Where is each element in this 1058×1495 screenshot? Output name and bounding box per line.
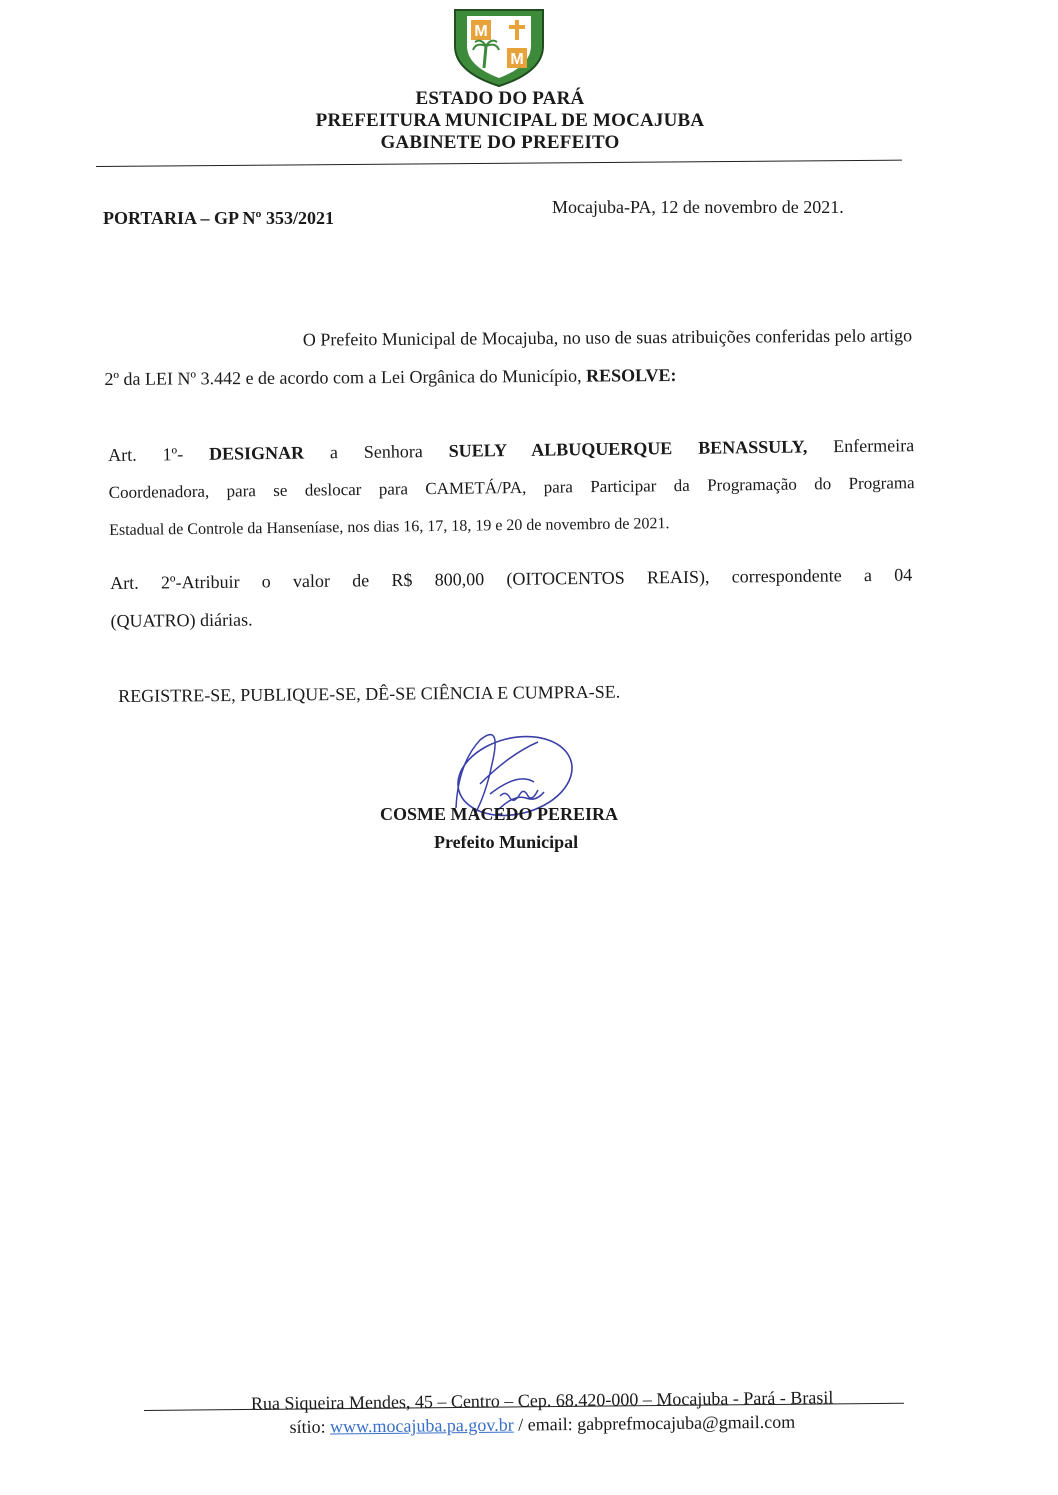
closing-text: REGISTRE-SE, PUBLIQUE-SE, DÊ-SE CIÊNCIA E CUMPRA-SE. (118, 681, 621, 706)
intro-line-2: 2º da LEI Nº 3.442 e de acordo com a Lei Orgânica do Município, RESOLVE: (104, 365, 677, 389)
municipal-emblem (451, 6, 547, 88)
website-link[interactable]: www.mocajuba.pa.gov.br (329, 1414, 514, 1437)
art2-line-1: Art. 2º-Atribuir o valor de R$ 800,00 (OITOCENTOS REAIS), correspondente a 04 (110, 564, 913, 593)
intro-line-1: O Prefeito Municipal de Mocajuba, no uso de suas atribuições conferidas pelo artigo (302, 325, 913, 350)
footer-contact: sítio: www.mocajuba.pa.gov.br / email: gabprefmocajuba@gmail.com (289, 1411, 796, 1437)
portaria-date: Mocajuba-PA, 12 de novembro de 2021. (552, 197, 844, 217)
art1-line-3: Estadual de Controle da Hanseníase, nos dias 16, 17, 18, 19 e 20 de novembro de 2021. (109, 515, 670, 539)
signatory-role: Prefeito Municipal (434, 832, 579, 852)
emblem-letter-top: M (474, 23, 488, 40)
footer-address: Rua Siqueira Mendes, 45 – Centro – Cep. 68.420-000 – Mocajuba - Pará - Brasil (250, 1387, 834, 1414)
art2-line-2: (QUATRO) diárias. (110, 609, 253, 631)
art1-line-1: Art. 1º- DESIGNAR a Senhora SUELY ALBUQUERQUE BENASSULY, Enfermeira (108, 435, 915, 465)
art1-line-2: Coordenadora, para se deslocar para CAMETÁ/PA, para Participar da Programação do Programa (108, 473, 915, 502)
signatory-name: COSME MACEDO PEREIRA (380, 804, 619, 824)
intro-paragraph (104, 316, 913, 398)
article-2 (110, 556, 913, 640)
header-prefecture: PREFEITURA MUNICIPAL DE MOCAJUBA (315, 110, 705, 131)
header-state: ESTADO DO PARÁ (415, 88, 585, 109)
portaria-title: PORTARIA – GP Nº 353/2021 (103, 208, 334, 228)
emblem-letter-bottom: M (510, 51, 524, 68)
article-1 (108, 426, 915, 550)
header-rule (96, 160, 902, 167)
header-cabinet: GABINETE DO PREFEITO (380, 132, 620, 153)
footer (192, 1385, 892, 1440)
